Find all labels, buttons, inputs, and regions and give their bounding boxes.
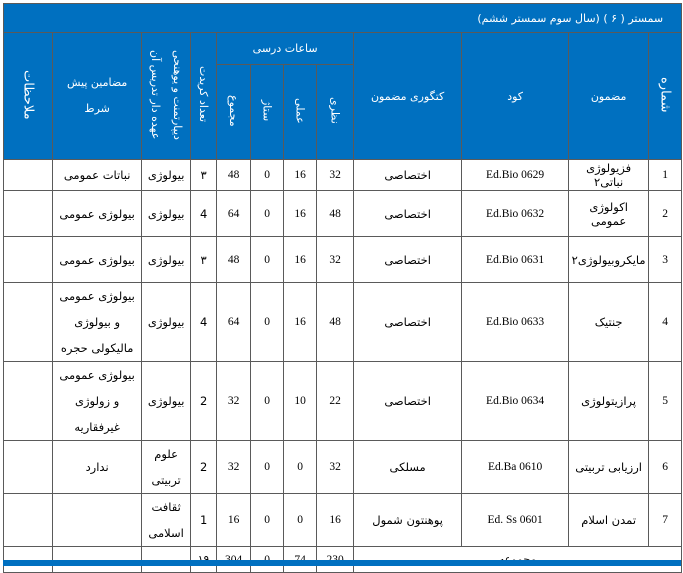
row-department-line: بیولوژی [147, 206, 185, 221]
row-theory: 48 [317, 283, 354, 362]
row-prereq-line: نباتات عمومی [63, 168, 131, 182]
row-code: Ed.Bio 0634 [462, 362, 569, 441]
row-total: 48 [217, 237, 251, 283]
header-number [649, 33, 682, 160]
row-category: اختصاصی [354, 191, 462, 237]
row-category: پوهنتون شمول [354, 494, 462, 547]
row-subject: تمدن اسلام [569, 494, 649, 547]
row-number: 1 [649, 160, 682, 191]
row-code: Ed.Bio 0632 [462, 191, 569, 237]
row-prereq-line: و زولوژی [74, 394, 120, 408]
row-prereq-line: مالیکولی حجره [60, 341, 134, 355]
header-row-1 [4, 33, 682, 65]
footer-accent-bar [3, 560, 681, 566]
row-department-line: بیولوژی [147, 252, 185, 267]
row-department-line: بیولوژی [147, 315, 185, 329]
row-notes [4, 441, 53, 494]
row-credits: 4 [191, 191, 217, 237]
header-total [217, 65, 251, 160]
table-row [4, 191, 682, 237]
row-total: 16 [217, 494, 251, 547]
row-internship: 0 [251, 237, 284, 283]
row-code: Ed. Ss 0601 [462, 494, 569, 547]
table-row [4, 362, 682, 441]
row-credits: 2 [191, 441, 217, 494]
row-notes [4, 283, 53, 362]
row-department [142, 191, 191, 237]
row-practical: 10 [284, 362, 317, 441]
row-prereq [53, 362, 142, 441]
row-notes [4, 237, 53, 283]
row-prereq-line: بیولوژی عمومی [59, 252, 135, 267]
row-department [142, 494, 191, 547]
row-category: اختصاصی [354, 160, 462, 191]
header-notes-label: ملاحظات [20, 69, 36, 120]
header-internship-label: ستاژ [260, 99, 274, 122]
row-subject: ارزیابی تربیتی [569, 441, 649, 494]
table-row [4, 441, 682, 494]
header-notes [4, 33, 53, 160]
row-notes [4, 494, 53, 547]
header-internship [251, 65, 284, 160]
row-internship: 0 [251, 191, 284, 237]
row-practical: 16 [284, 283, 317, 362]
row-practical: 16 [284, 237, 317, 283]
row-notes [4, 362, 53, 441]
row-prereq [53, 283, 142, 362]
row-number: 4 [649, 283, 682, 362]
row-prereq-line: بیولوژی عمومی [59, 368, 135, 382]
row-category: اختصاصی [354, 362, 462, 441]
row-department-line: اسلامی [148, 526, 184, 540]
row-prereq [53, 441, 142, 494]
row-theory: 22 [317, 362, 354, 441]
row-prereq-line: ندارد [85, 460, 109, 474]
row-prereq-line: غیرفقاریه [74, 420, 120, 434]
row-internship: 0 [251, 494, 284, 547]
row-code: Ed.Ba 0610 [462, 441, 569, 494]
row-department-line: ثقافت [151, 500, 181, 514]
header-department [142, 33, 191, 160]
row-total: 48 [217, 160, 251, 191]
header-number-label: شماره [657, 76, 673, 113]
row-practical: 0 [284, 494, 317, 547]
row-department-line: بیولوژی [147, 168, 185, 182]
row-number: 7 [649, 494, 682, 547]
header-total-label: مجموع [227, 94, 241, 127]
row-credits: 1 [191, 494, 217, 547]
row-total: 32 [217, 362, 251, 441]
row-prereq [53, 494, 142, 547]
table-row [4, 160, 682, 191]
row-internship: 0 [251, 441, 284, 494]
header-prereq: مضامین پیش شرط [53, 33, 142, 160]
row-internship: 0 [251, 362, 284, 441]
row-subject: پرازیتولوژی [569, 362, 649, 441]
row-category: اختصاصی [354, 283, 462, 362]
row-total: 32 [217, 441, 251, 494]
header-category: کتگوری مضمون [354, 33, 462, 160]
header-credits [191, 33, 217, 160]
row-category: اختصاصی [354, 237, 462, 283]
row-prereq-line: بیولوژی عمومی [59, 206, 135, 221]
row-number: 6 [649, 441, 682, 494]
header-department-label: دیپارتمنت و یوهنحی عهده دار تدریس آن [149, 49, 185, 140]
table-row [4, 283, 682, 362]
semester-course-table [3, 3, 682, 573]
row-subject: جنتیک [569, 283, 649, 362]
row-credits: 2 [191, 362, 217, 441]
semester-title: سمستر ( ۶ ) (سال سوم سمستر ششم) [4, 4, 682, 33]
row-theory: 32 [317, 237, 354, 283]
row-prereq [53, 160, 142, 191]
header-hours-group: ساعات درسی [217, 33, 354, 65]
header-practical [284, 65, 317, 160]
row-subject: فزیولوژی نباتی۲ [569, 160, 649, 191]
row-code: Ed.Bio 0629 [462, 160, 569, 191]
row-internship: 0 [251, 160, 284, 191]
row-subject: مایکروبیولوژی۲ [569, 237, 649, 283]
row-total: 64 [217, 191, 251, 237]
row-credits: ۳ [191, 160, 217, 191]
header-theory-label: نظری [328, 97, 342, 124]
row-department-line: بیولوژی [147, 394, 185, 408]
row-prereq-line: و بیولوژی [74, 315, 121, 329]
curriculum-table-container [3, 3, 681, 563]
row-code: Ed.Bio 0631 [462, 237, 569, 283]
row-prereq-line: بیولوژی عمومی [59, 289, 135, 303]
row-credits: 4 [191, 283, 217, 362]
row-theory: 32 [317, 160, 354, 191]
header-theory [317, 65, 354, 160]
row-department-line: علوم [154, 447, 178, 461]
row-practical: 0 [284, 441, 317, 494]
header-credits-label: تعداد کریدت [197, 66, 211, 123]
row-internship: 0 [251, 283, 284, 362]
row-credits: ۳ [191, 237, 217, 283]
table-row [4, 494, 682, 547]
row-notes [4, 160, 53, 191]
row-number: 2 [649, 191, 682, 237]
row-category: مسلکی [354, 441, 462, 494]
table-row [4, 237, 682, 283]
row-number: 5 [649, 362, 682, 441]
header-subject: مضمون [569, 33, 649, 160]
header-practical-label: عملی [293, 97, 307, 124]
row-number: 3 [649, 237, 682, 283]
row-theory: 16 [317, 494, 354, 547]
row-theory: 32 [317, 441, 354, 494]
row-prereq [53, 237, 142, 283]
header-code: کود [462, 33, 569, 160]
row-practical: 16 [284, 160, 317, 191]
row-prereq [53, 191, 142, 237]
row-total: 64 [217, 283, 251, 362]
title-row [4, 4, 682, 33]
row-theory: 48 [317, 191, 354, 237]
row-department [142, 237, 191, 283]
row-department [142, 441, 191, 494]
row-department [142, 283, 191, 362]
row-department [142, 362, 191, 441]
row-department [142, 160, 191, 191]
row-code: Ed.Bio 0633 [462, 283, 569, 362]
course-rows [4, 160, 682, 547]
row-department-line: تربیتی [151, 473, 181, 487]
row-subject: اکولوژی عمومی [569, 191, 649, 237]
row-practical: 16 [284, 191, 317, 237]
row-notes [4, 191, 53, 237]
